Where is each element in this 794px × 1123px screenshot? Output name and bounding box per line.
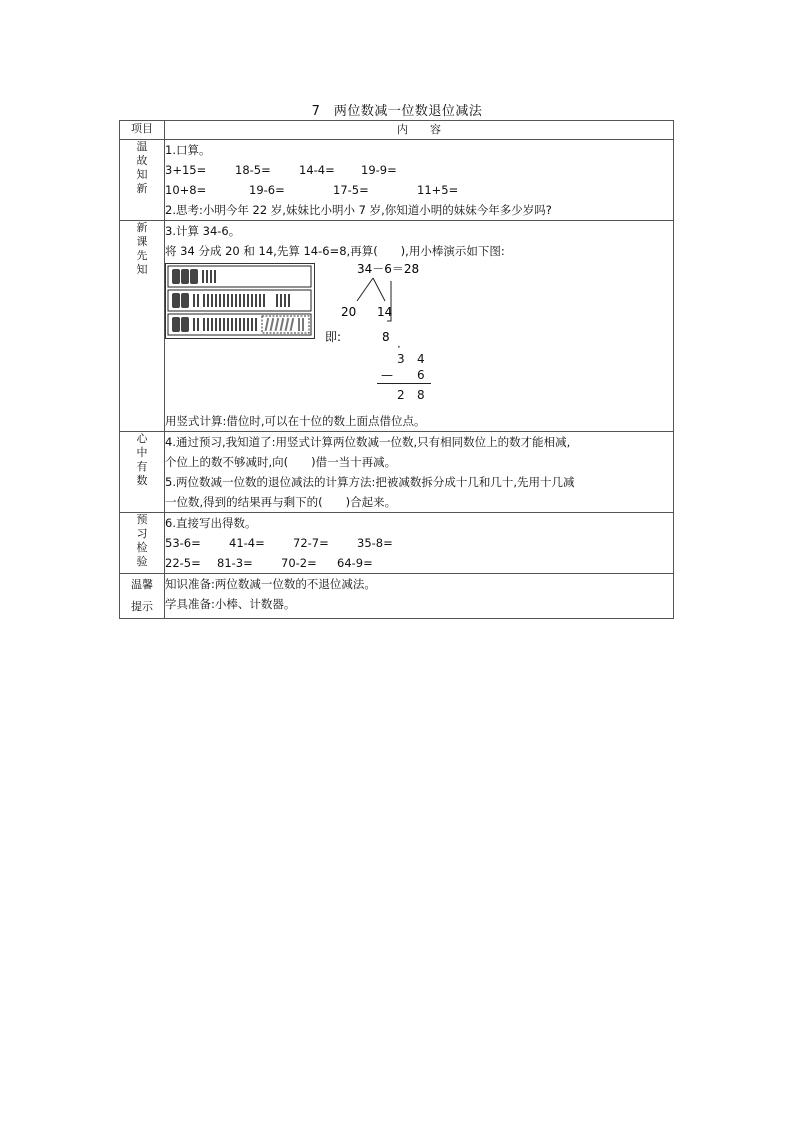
section-label-check xyxy=(120,513,165,574)
label-char: 有 xyxy=(136,460,148,473)
oral-item: 10+8= xyxy=(165,183,207,197)
header-content: 内 容 xyxy=(165,121,674,140)
decomp-expression: 34－6＝28 xyxy=(357,262,420,276)
digit: 3 xyxy=(397,352,405,366)
check-item: 41-4= xyxy=(229,536,265,550)
label-char: 习 xyxy=(136,527,148,540)
question-4-line2: 个位上的数不够减时,向( )借一当十再减。 xyxy=(165,455,397,469)
section-content-mind xyxy=(165,432,674,513)
sticks-illustration xyxy=(165,263,315,339)
section-mind xyxy=(120,432,674,513)
check-item: 72-7= xyxy=(293,536,329,550)
section-tips xyxy=(120,574,674,619)
digit: 8 xyxy=(417,388,425,402)
header-item: 项目 xyxy=(120,121,165,140)
section-new xyxy=(120,221,674,432)
decomposition-diagram xyxy=(325,261,445,346)
oral-item: 19-6= xyxy=(249,183,285,197)
decomp-result: 8 xyxy=(382,330,390,344)
label-char: 心 xyxy=(136,432,148,445)
check-item: 81-3= xyxy=(217,556,253,570)
oral-item: 19-9= xyxy=(361,163,397,177)
check-row-1 xyxy=(165,533,673,553)
section-content-tips xyxy=(165,574,674,619)
decomp-left: 20 xyxy=(341,305,357,319)
oral-item: 3+15= xyxy=(165,163,207,177)
label-char: 先 xyxy=(136,249,148,262)
table-header-row xyxy=(120,121,674,140)
tip-tools: 学具准备:小棒、计数器。 xyxy=(165,597,296,611)
label-char: 新 xyxy=(136,182,148,195)
check-item: 70-2= xyxy=(281,556,317,570)
label-char: 数 xyxy=(136,474,148,487)
check-row-2 xyxy=(165,553,673,573)
question-4-line1: 4.通过预习,我知道了:用竖式计算两位数减一位数,只有相同数位上的数才能相减, xyxy=(165,435,571,449)
label-char: 验 xyxy=(136,555,148,568)
label-char: 新 xyxy=(136,221,148,234)
oral-item: 14-4= xyxy=(299,163,335,177)
section-content-check xyxy=(165,513,674,574)
oral-row-1 xyxy=(165,160,673,180)
section-label-new xyxy=(120,221,165,432)
oral-item: 17-5= xyxy=(333,183,369,197)
section-content-review xyxy=(165,140,674,221)
digit: 6 xyxy=(417,368,425,382)
section-label-review xyxy=(120,140,165,221)
demo-area xyxy=(165,261,673,411)
section-label-mind xyxy=(120,432,165,513)
vertical-subtraction xyxy=(377,340,457,403)
question-5-line2: 一位数,得到的结果再与剩下的( )合起来。 xyxy=(165,495,397,509)
sum-line xyxy=(377,383,431,384)
section-check xyxy=(120,513,674,574)
label-char: 知 xyxy=(136,263,148,276)
minus-sign: — xyxy=(381,368,393,382)
question-3: 3.计算 34-6。 xyxy=(165,224,241,238)
label-char: 温 xyxy=(136,140,148,153)
oral-item: 18-5= xyxy=(235,163,271,177)
question-3-desc: 将 34 分成 20 和 14,先算 14-6=8,再算( ),用小棒演示如下图: xyxy=(165,244,505,258)
label-char: 中 xyxy=(136,446,148,459)
question-6: 6.直接写出得数。 xyxy=(165,516,257,530)
check-item: 64-9= xyxy=(337,556,373,570)
digit: 4 xyxy=(417,352,425,366)
oral-row-2 xyxy=(165,180,673,200)
label-word: 温馨 xyxy=(131,578,153,591)
worksheet-table xyxy=(119,120,674,619)
section-label-tips xyxy=(120,574,165,619)
section-review xyxy=(120,140,674,221)
page-title: 7 两位数减一位数退位减法 xyxy=(311,104,483,119)
label-word: 提示 xyxy=(131,600,153,613)
check-item: 22-5= xyxy=(165,556,201,570)
section-content-new xyxy=(165,221,674,432)
tip-knowledge: 知识准备:两位数减一位数的不退位减法。 xyxy=(165,577,376,591)
decomp-ji: 即: xyxy=(325,330,342,344)
question-5-line1: 5.两位数减一位数的退位减法的计算方法:把被减数拆分成十几和几十,先用十几减 xyxy=(165,475,575,489)
label-char: 检 xyxy=(136,541,148,554)
label-char: 课 xyxy=(136,235,148,248)
oral-item: 11+5= xyxy=(417,183,459,197)
label-char: 故 xyxy=(136,154,148,167)
borrow-dot: · xyxy=(397,340,401,354)
question-2: 2.思考:小明今年 22 岁,妹妹比小明小 7 岁,你知道小明的妹妹今年多少岁吗? xyxy=(165,203,552,217)
digit: 2 xyxy=(397,388,405,402)
check-item: 35-8= xyxy=(357,536,393,550)
label-char: 预 xyxy=(136,513,148,526)
decomp-right: 14 xyxy=(377,305,393,319)
question-1: 1.口算。 xyxy=(165,143,211,157)
check-item: 53-6= xyxy=(165,536,201,550)
vertical-hint: 用竖式计算:借位时,可以在十位的数上面点借位点。 xyxy=(165,414,426,428)
label-char: 知 xyxy=(136,168,148,181)
